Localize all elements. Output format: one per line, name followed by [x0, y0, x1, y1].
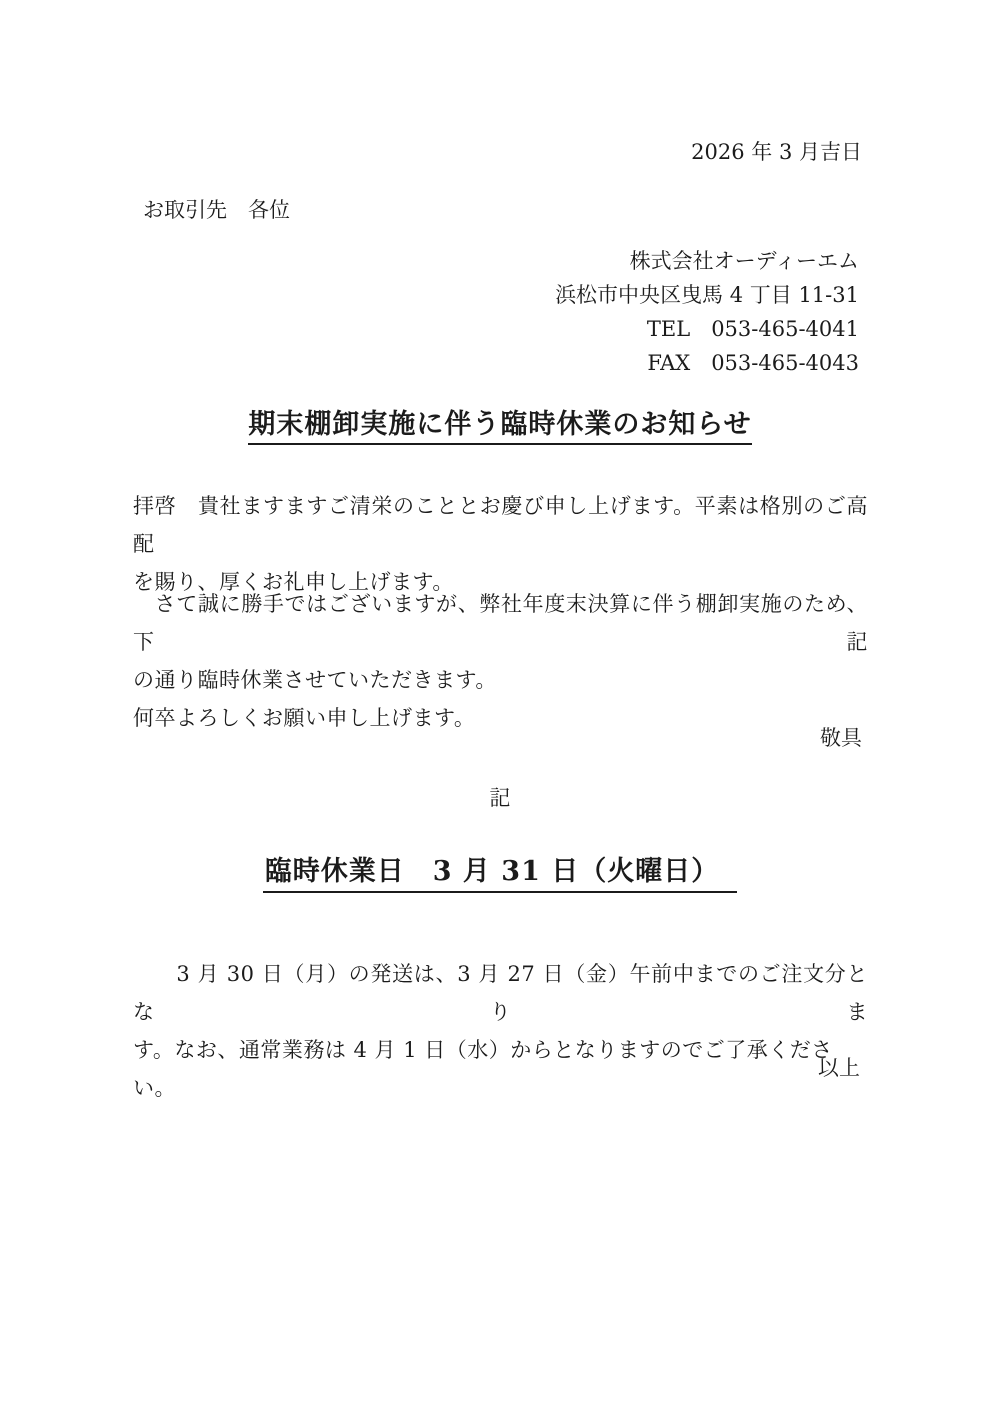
body-paragraph [133, 585, 868, 737]
sender-company-name: 株式会社オーディーエム [629, 249, 859, 273]
text-line: の通り臨時休業させていただきます。 [133, 668, 497, 692]
text-line: 何卒よろしくお願い申し上げます。 [133, 706, 476, 730]
sender-fax: FAX 053-465-4043 [647, 351, 859, 375]
sender-address: 浜松市中央区曳馬 4 丁目 11-31 [555, 283, 859, 307]
text-line: 拝啓 貴社ますますご清栄のこととお慶び申し上げます。平素は格別のご高配 [133, 494, 868, 556]
record-marker: 記 [489, 786, 511, 810]
text-line: さて誠に勝手ではございますが、弊社年度末決算に伴う棚卸実施のため、下記 [133, 592, 868, 654]
end-marker: 以上 [818, 1056, 860, 1080]
text-line: す。なお、通常業務は 4 月 1 日（水）からとなりますのでご了承ください。 [133, 1038, 833, 1100]
closing-word: 敬具 [820, 726, 862, 750]
greeting-paragraph [133, 487, 868, 601]
text-line: 3 月 30 日（月）の発送は、3 月 27 日（金）午前中までのご注文分となりま [133, 962, 868, 1024]
document-title [0, 402, 1000, 441]
document-title-text: 期末棚卸実施に伴う臨時休業のお知らせ [248, 409, 751, 445]
document-date: 2026 年 3 月吉日 [691, 140, 862, 164]
recipient-line: お取引先 各位 [143, 198, 290, 222]
closure-notice-text: 臨時休業日 3 月 31 日（火曜日） [263, 856, 738, 893]
sender-tel: TEL 053-465-4041 [646, 317, 859, 341]
details-paragraph [133, 955, 868, 1107]
text-line: を賜り、厚くお礼申し上げます。 [133, 570, 454, 594]
closure-notice-heading [0, 849, 1000, 888]
sender-block [555, 244, 859, 380]
